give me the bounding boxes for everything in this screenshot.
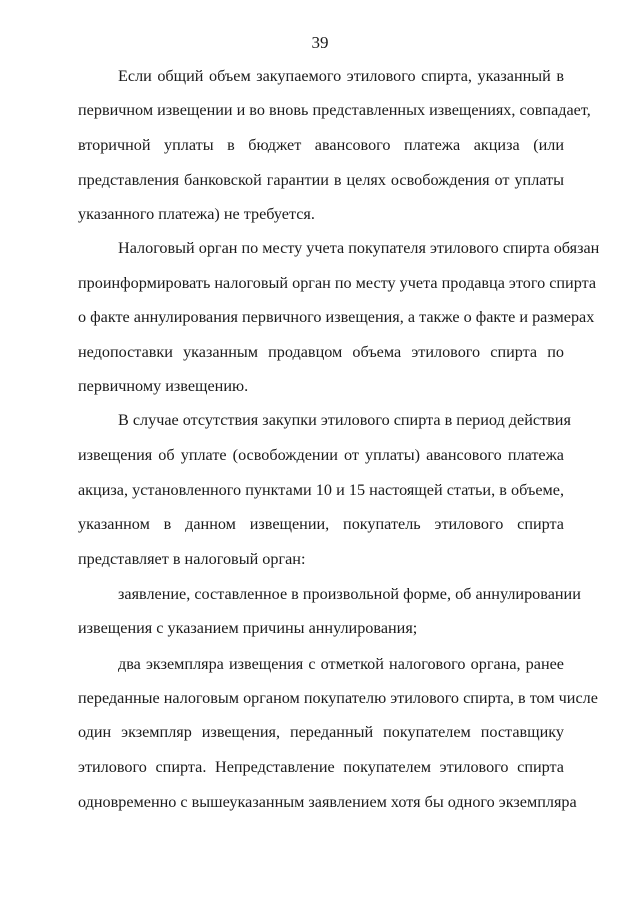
text-line: проинформировать налоговый орган по месту учета продавца этого спирта: [78, 274, 597, 292]
text-line: акциза, установленного пунктами 10 и 15 настоящей статьи, в объеме,: [78, 481, 564, 499]
text-line: заявление, составленное в произвольной форме, об аннулировании: [118, 585, 581, 603]
text-line: указанном в данном извещении, покупатель этилового спирта: [78, 515, 564, 533]
page-number: 39: [311, 33, 329, 52]
text-line: недопоставки указанным продавцом объема этилового спирта по: [78, 343, 564, 361]
text-line: два экземпляра извещения с отметкой налогового органа, ранее: [118, 655, 564, 673]
text-line: одновременно с вышеуказанным заявлением хотя бы одного экземпляра: [78, 793, 577, 811]
text-line: представляет в налоговый орган:: [78, 550, 306, 568]
text-line: В случае отсутствия закупки этилового спирта в период действия: [118, 411, 571, 429]
text-line: первичном извещении и во вновь представленных извещениях, совпадает,: [78, 101, 591, 119]
text-line: представления банковской гарантии в целях освобождения от уплаты: [78, 171, 564, 189]
text-line: вторичной уплаты в бюджет авансового платежа акциза (или: [78, 136, 564, 154]
text-line: Если общий объем закупаемого этилового спирта, указанный в: [118, 67, 564, 85]
text-line: извещения с указанием причины аннулирования;: [78, 619, 418, 637]
text-line: этилового спирта. Непредставление покупателем этилового спирта: [78, 758, 564, 776]
text-line: указанного платежа) не требуется.: [78, 205, 315, 223]
text-line: один экземпляр извещения, переданный покупателем поставщику: [78, 723, 564, 741]
text-line: переданные налоговым органом покупателю этилового спирта, в том числе: [78, 689, 598, 707]
text-line: Налоговый орган по месту учета покупателя этилового спирта обязан: [118, 239, 600, 257]
text-line: извещения об уплате (освобождении от уплаты) авансового платежа: [78, 446, 564, 464]
text-line: о факте аннулирования первичного извещения, а также о факте и размерах: [78, 308, 595, 326]
text-line: первичному извещению.: [78, 377, 249, 395]
